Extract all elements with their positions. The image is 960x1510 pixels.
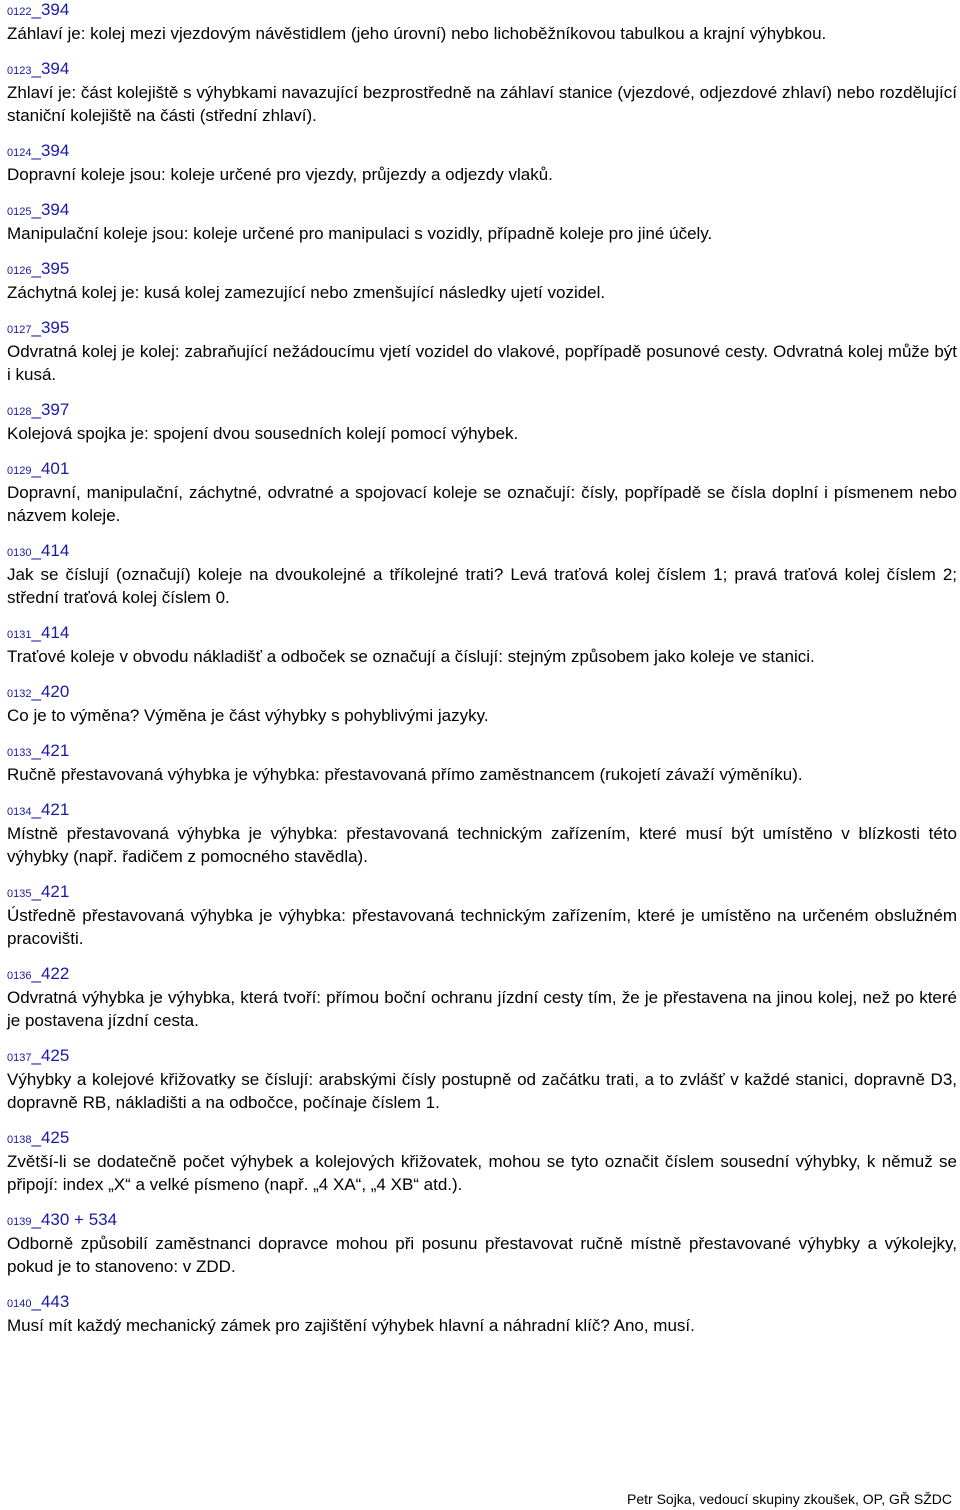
source-page-number: 443: [40, 1292, 70, 1311]
question-reference: 0132_420: [7, 682, 70, 701]
question-text: Ústředně přestavovaná výhybka je výhybka: přestavovaná technickým zařízením, které je umístěno na určeném obslužném pracovišti.: [7, 906, 957, 948]
source-page-number: 397: [40, 400, 70, 419]
question-reference: 0125_394: [7, 200, 70, 219]
question-entry: [7, 1128, 957, 1196]
question-number: 0133: [7, 747, 32, 759]
question-entry: [7, 141, 957, 186]
source-page-number: 414: [40, 541, 70, 560]
question-reference: 0131_414: [7, 623, 70, 642]
question-entry: [7, 623, 957, 668]
question-text: Výhybky a kolejové křižovatky se číslují: arabskými čísly postupně od začátku trati, a to zvlášť v každé stanici, dopravně D3, dopravně RB, nákladišti a na odbočce, počínaje číslem 1.: [7, 1070, 957, 1112]
source-page-number: 395: [40, 318, 70, 337]
question-reference: 0126_395: [7, 259, 70, 278]
question-text: Zhlaví je: část kolejiště s výhybkami navazující bezprostředně na záhlaví stanice (vjezdové, odjezdové zhlaví) nebo rozdělující staniční kolejiště na části (střední zhlaví).: [7, 83, 957, 125]
source-page-number: 394: [40, 200, 70, 219]
question-reference: 0128_397: [7, 400, 70, 419]
source-page-number: 394: [40, 59, 70, 78]
question-reference: 0133_421: [7, 741, 70, 760]
question-number: 0132: [7, 688, 32, 700]
question-reference: 0127_395: [7, 318, 70, 337]
source-page-number: 421: [40, 882, 70, 901]
question-number: 0126: [7, 265, 32, 277]
question-number: 0130: [7, 547, 32, 559]
source-page-number: 422: [40, 964, 70, 983]
question-number: 0129: [7, 465, 32, 477]
question-entry: [7, 541, 957, 609]
question-reference: 0136_422: [7, 964, 70, 983]
question-entry: [7, 882, 957, 950]
question-text: Odborně způsobilí zaměstnanci dopravce mohou při posunu přestavovat ručně místně přestavované výhybky a výkolejky, pokud je to stanoveno: v ZDD.: [7, 1234, 957, 1276]
question-list: [7, 0, 957, 1351]
question-text: Dopravní, manipulační, záchytné, odvratné a spojovací koleje se označují: čísly, popřípadě se čísla doplní i písmenem nebo názvem koleje.: [7, 483, 957, 525]
question-text: Ručně přestavovaná výhybka je výhybka: přestavovaná přímo zaměstnancem (rukojetí závaží výměníku).: [7, 765, 803, 784]
question-text: Jak se číslují (označují) koleje na dvoukolejné a tříkolejné trati? Levá traťová kolej číslem 1; pravá traťová kolej číslem 2; střední traťová kolej číslem 0.: [7, 565, 957, 607]
source-page-number: 430 + 534: [40, 1210, 118, 1229]
question-number: 0122: [7, 6, 32, 18]
question-number: 0123: [7, 65, 32, 77]
question-entry: [7, 200, 957, 245]
question-entry: [7, 259, 957, 304]
question-entry: [7, 318, 957, 386]
question-number: 0135: [7, 888, 32, 900]
question-entry: [7, 59, 957, 127]
question-text: Odvratná výhybka je výhybka, která tvoří: přímou boční ochranu jízdní cesty tím, že je přestavena na jinou kolej, než po které je postavena jízdní cesta.: [7, 988, 957, 1030]
question-reference: 0134_421: [7, 800, 70, 819]
source-page-number: 421: [40, 741, 70, 760]
question-reference: 0129_401: [7, 459, 70, 478]
question-reference: 0123_394: [7, 59, 70, 78]
question-number: 0124: [7, 147, 32, 159]
question-number: 0138: [7, 1134, 32, 1146]
question-entry: [7, 400, 957, 445]
source-page-number: 420: [40, 682, 70, 701]
question-reference: 0124_394: [7, 141, 70, 160]
question-text: Záchytná kolej je: kusá kolej zamezující nebo zmenšující následky ujetí vozidel.: [7, 283, 606, 302]
question-text: Zvětší-li se dodatečně počet výhybek a kolejových křižovatek, mohou se tyto označit číslem sousední výhybky, k němuž se připojí: index „X“ a velké písmeno (např. „4 XA“, „4 XB“ atd.).: [7, 1152, 957, 1194]
question-number: 0136: [7, 970, 32, 982]
page-footer: Petr Sojka, vedoucí skupiny zkoušek, OP, GŘ SŽDC: [627, 1491, 952, 1507]
question-reference: 0135_421: [7, 882, 70, 901]
source-page-number: 425: [40, 1128, 70, 1147]
question-reference: 0139_430 + 534: [7, 1210, 118, 1229]
question-reference: 0122_394: [7, 0, 70, 19]
question-number: 0128: [7, 406, 32, 418]
question-number: 0139: [7, 1216, 32, 1228]
question-number: 0125: [7, 206, 32, 218]
question-entry: [7, 682, 957, 727]
question-reference: 0140_443: [7, 1292, 70, 1311]
source-page-number: 414: [40, 623, 70, 642]
question-text: Co je to výměna? Výměna je část výhybky s pohyblivými jazyky.: [7, 706, 489, 725]
question-text: Traťové koleje v obvodu nákladišť a odboček se označují a číslují: stejným způsobem jako koleje ve stanici.: [7, 647, 815, 666]
question-entry: [7, 1292, 957, 1337]
question-number: 0134: [7, 806, 32, 818]
question-text: Záhlaví je: kolej mezi vjezdovým návěstidlem (jeho úrovní) nebo lichoběžníkovou tabulkou a krajní výhybkou.: [7, 24, 827, 43]
source-page-number: 421: [40, 800, 70, 819]
source-page-number: 401: [40, 459, 70, 478]
question-reference: 0137_425: [7, 1046, 70, 1065]
question-number: 0127: [7, 324, 32, 336]
question-reference: 0138_425: [7, 1128, 70, 1147]
question-reference: 0130_414: [7, 541, 70, 560]
question-text: Manipulační koleje jsou: koleje určené pro manipulaci s vozidly, případně koleje pro jiné účely.: [7, 224, 713, 243]
question-text: Kolejová spojka je: spojení dvou sousedních kolejí pomocí výhybek.: [7, 424, 519, 443]
question-number: 0131: [7, 629, 32, 641]
question-text: Dopravní koleje jsou: koleje určené pro vjezdy, průjezdy a odjezdy vlaků.: [7, 165, 553, 184]
question-entry: [7, 741, 957, 786]
source-page-number: 425: [40, 1046, 70, 1065]
question-number: 0140: [7, 1298, 32, 1310]
question-text: Musí mít každý mechanický zámek pro zajištění výhybek hlavní a náhradní klíč? Ano, musí.: [7, 1316, 695, 1335]
question-entry: [7, 459, 957, 527]
question-text: Místně přestavovaná výhybka je výhybka: přestavovaná technickým zařízením, které musí být umístěno v blízkosti této výhybky (např. řadičem z pomocného stavědla).: [7, 824, 957, 866]
question-entry: [7, 1210, 957, 1278]
source-page-number: 395: [40, 259, 70, 278]
question-number: 0137: [7, 1052, 32, 1064]
source-page-number: 394: [40, 141, 70, 160]
question-entry: [7, 964, 957, 1032]
question-entry: [7, 800, 957, 868]
source-page-number: 394: [40, 0, 70, 19]
question-text: Odvratná kolej je kolej: zabraňující nežádoucímu vjetí vozidel do vlakové, popřípadě posunové cesty. Odvratná kolej může být i kusá.: [7, 342, 957, 384]
question-entry: [7, 0, 957, 45]
question-entry: [7, 1046, 957, 1114]
